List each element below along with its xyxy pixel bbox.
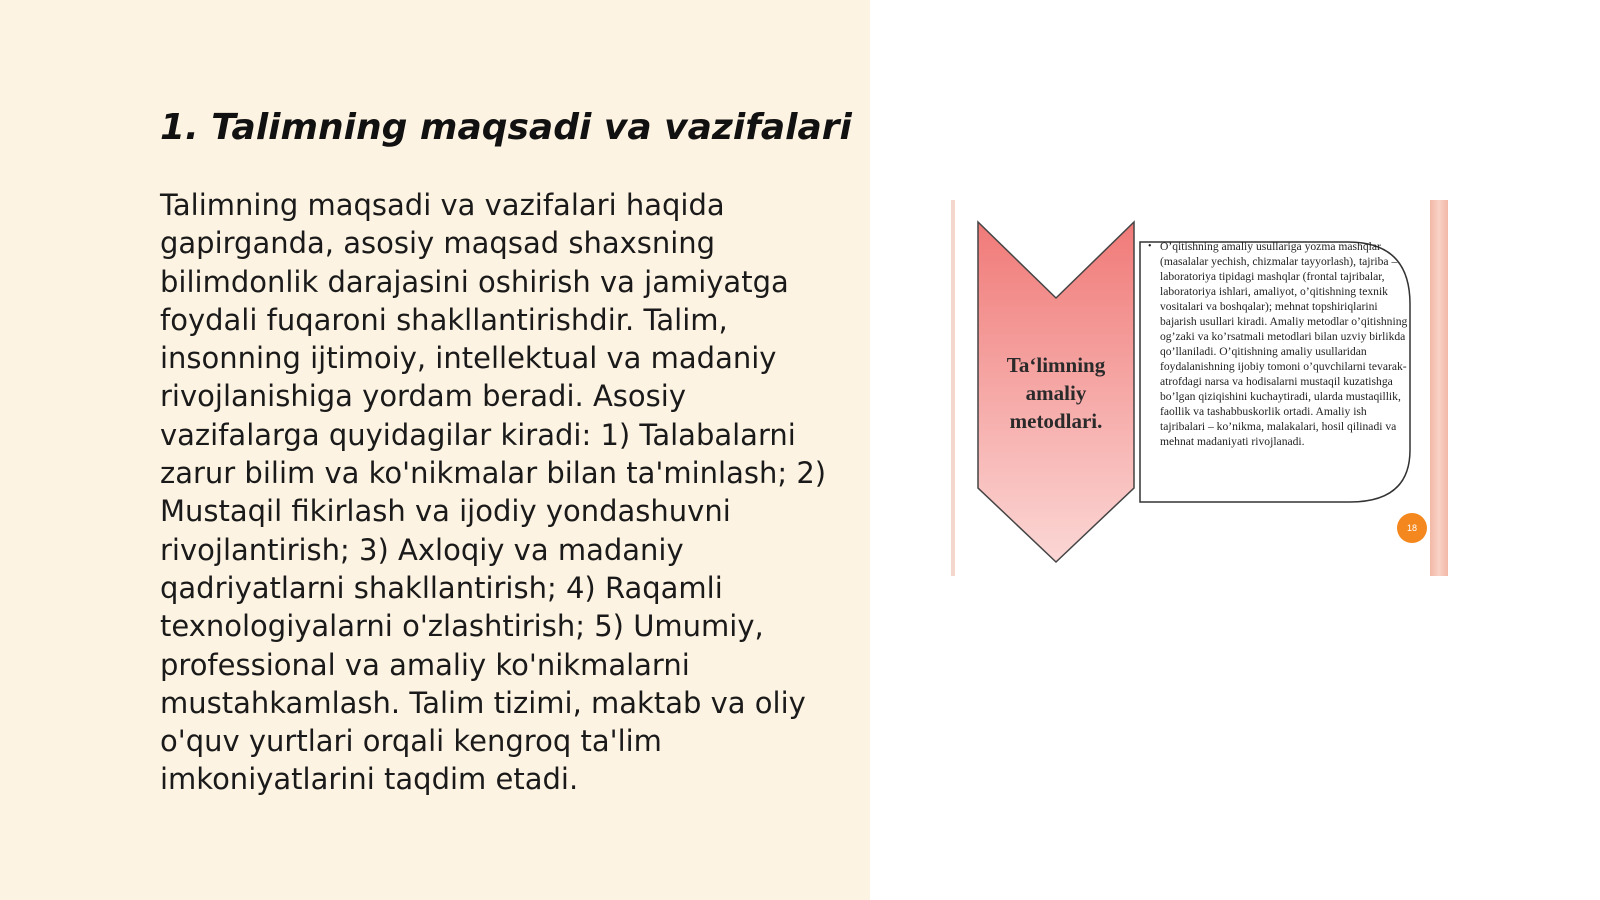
callout-text	[1148, 239, 1410, 501]
left-frame-bar	[951, 200, 955, 576]
slide-title: 1. Talimning maqsadi va vazifalari	[160, 107, 852, 148]
chevron-label-line-1: Ta‘limning	[1006, 353, 1106, 377]
chevron-label-line-2: amaliy	[1025, 381, 1087, 405]
embedded-slide-image	[950, 200, 1450, 576]
page-number-badge: 18	[1397, 513, 1427, 543]
slide-body-text: Talimning maqsadi va vazifalari haqida gapirganda, asosiy maqsad shaxsning bilimdonlik darajasini oshirish va jamiyatga foydali fuqaroni shakllantirishdir. Talim, insonning ijtimoiy, intellektual va madaniy rivojlanishiga yordam beradi. Asosiy vazifalarga quyidagilar kiradi: 1) Talabalarni zarur bilim va ko'nikmalar bilan ta'minlash; 2) Mustaqil fikirlash va ijodiy yondashuvni rivojlantirish; 3) Axloqiy va madaniy qadriyatlarni shakllantirish; 4) Raqamli texnologiyalarni o'zlashtirish; 5) Umumiy, professional va amaliy ko'nikmalarni mustahkamlash. Talim tizimi, maktab va oliy o'quv yurtlari orqali kengroq ta'lim imkoniyatlarini taqdim etadi.	[160, 188, 827, 797]
bullet-icon: •	[1148, 241, 1152, 252]
chevron-label-line-3: metodlari.	[1009, 409, 1103, 433]
right-frame-bar	[1430, 200, 1448, 576]
callout-paragraph: O’qitishning amaliy usullariga yozma mashqlar (masalalar yechish, chizmalar tayyorlash), tajriba – laboratoriya tipidagi mashqlar (frontal tajribalar, laboratoriya ishlari, amaliyot, o’qitishning texnik vositalari va boshqalar); mehnat topshiriqlarini bajarish usullari kiradi. Amaliy metodlar o’qitishning og’zaki va ko’rsatmali metodlari bilan uzviy birlikda qo’llaniladi. O’qitishning amaliy usullaridan foydalanishning ijobiy tomoni o’quvchilarni tevarak-atrofdagi narsa va hodisalarni mustaqil kuzatishga bo’lgan qiziqishini kuchaytiradi, ularda mustaqillik, faollik va tashabbuskorlik ortadi. Amaliy ish tajribalari – ko’nikma, malakalari, hosil qilinadi va mehnat madaniyati rivojlanadi.	[1160, 240, 1408, 448]
